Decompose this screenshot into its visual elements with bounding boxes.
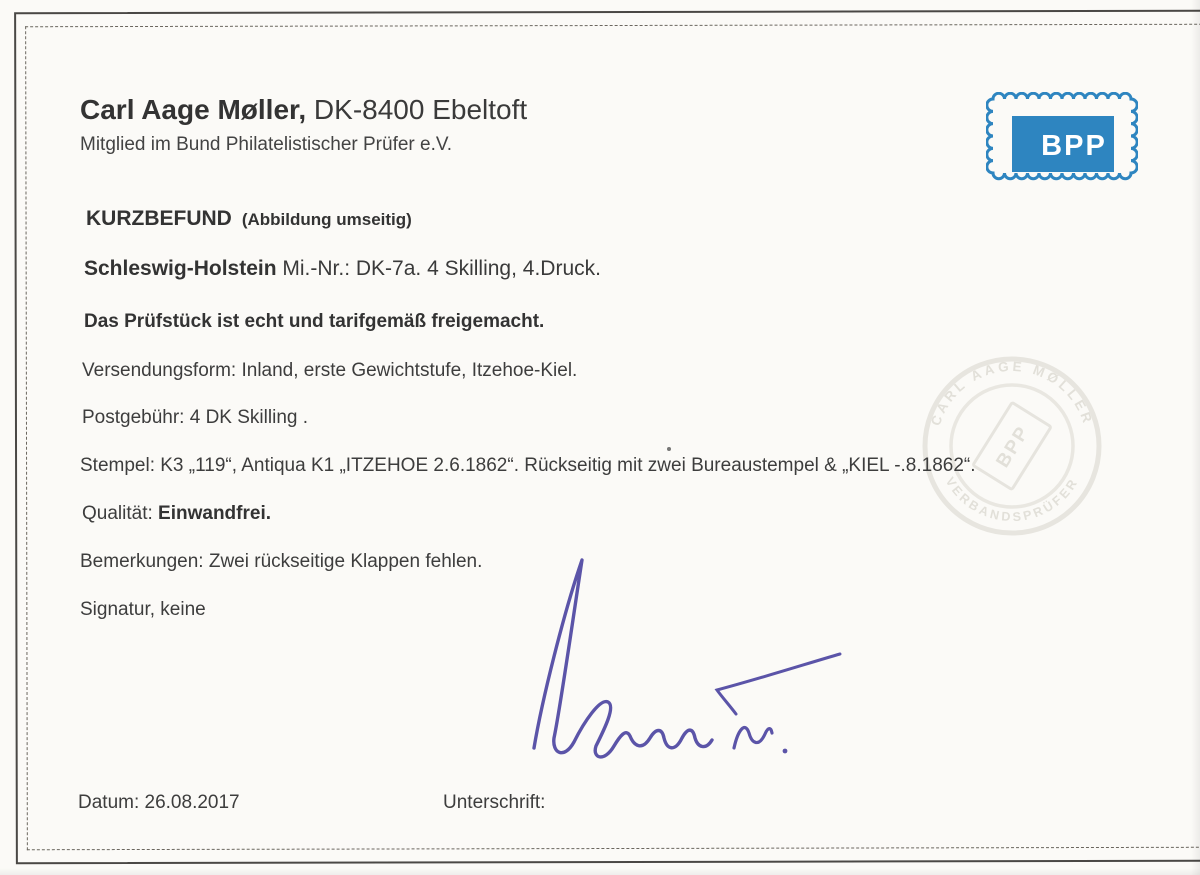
bpp-logo [986,92,1138,182]
subject-area: Schleswig-Holstein [84,257,277,280]
page-edge-right [1191,0,1200,875]
page-edge-bottom [0,868,1200,875]
embossed-seal [912,346,1112,546]
bpp-logo-label: BPP [1041,130,1107,162]
examiner-name: Carl Aage Møller, [80,94,307,125]
subject-line [84,257,601,281]
seal-center-stamp-icon [973,402,1051,489]
qualitaet-label: Qualität: [82,503,159,524]
signature-main-stroke [534,560,712,757]
seal-top-text: CARL AAGE MØLLER [927,358,1097,428]
verdict-line: Das Prüfstück ist echt und tarifgemäß freigemacht. [84,311,545,332]
postgebuehr-line: Postgebühr: 4 DK Skilling . [82,407,309,428]
bemerkungen-line: Bemerkungen: Zwei rückseitige Klappen fehlen. [80,551,483,572]
title-main: KURZBEFUND [86,207,232,230]
datum-line: Datum: 26.08.2017 [78,792,240,813]
handwritten-signature [512,550,846,785]
qualitaet-value: Einwandfrei. [158,503,272,524]
ink-speck [667,447,671,451]
examiner-header [80,94,527,126]
svg-text:BPP: BPP [992,422,1035,472]
document-title [86,207,412,231]
signature-flourish-stroke [717,654,840,714]
stempel-line: Stempel: K3 „119“, Antiqua K1 „ITZEHOE 2.6.1862“. Rückseitig mit zwei Bureaustempel & „KIEL -.8.1862“. [80,455,976,476]
signature-dot [783,749,788,754]
title-note: (Abbildung umseitig) [241,210,412,229]
versendungsform-line: Versendungsform: Inland, erste Gewichtstufe, Itzehoe-Kiel. [82,360,578,381]
unterschrift-label: Unterschrift: [443,792,546,813]
qualitaet-line [82,503,271,525]
signatur-line: Signatur, keine [80,599,206,620]
subject-catalog: Mi.-Nr.: DK-7a. 4 Skilling, 4.Druck. [276,257,601,280]
membership-line: Mitglied im Bund Philatelistischer Prüfer e.V. [80,134,453,155]
seal-bottom-text: VERBANDSPRÜFER [942,474,1082,525]
signature-final-stroke [734,728,772,748]
examiner-address: DK-8400 Ebeltoft [306,94,528,125]
